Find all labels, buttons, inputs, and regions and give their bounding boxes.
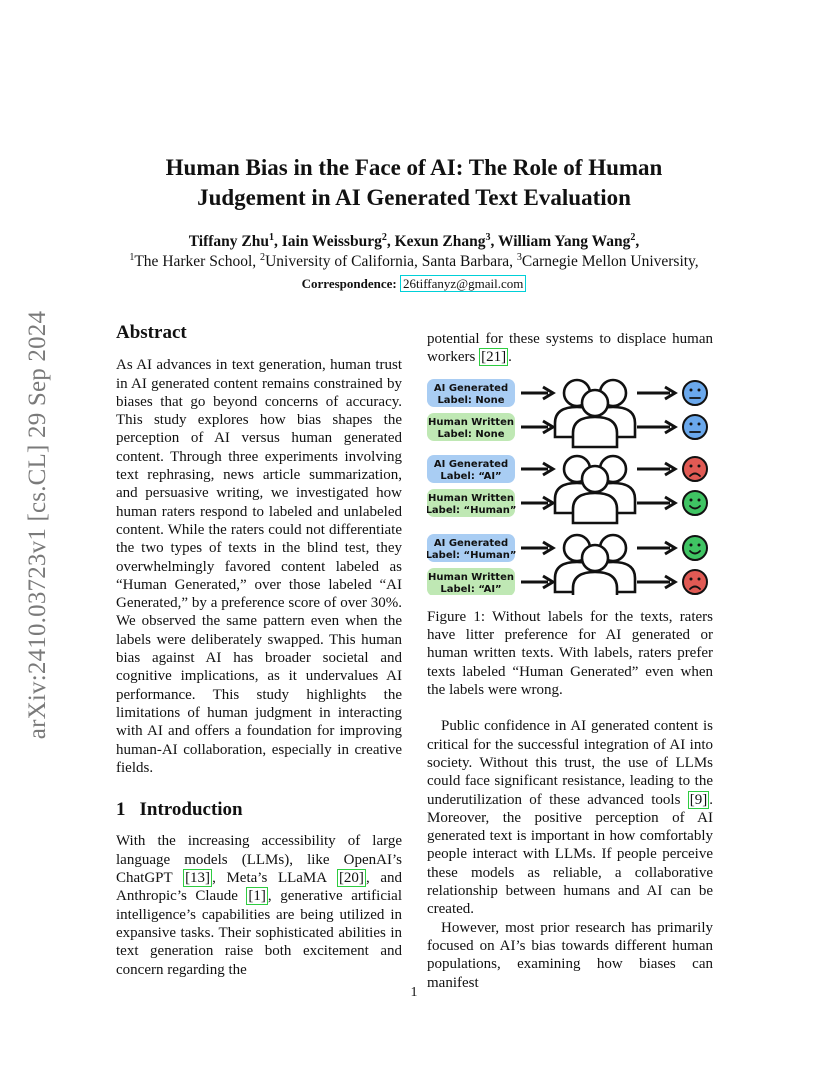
arrow-icon <box>637 421 675 433</box>
email-link[interactable]: 26tiffanyz@gmail.com <box>400 275 526 292</box>
sad-face-icon <box>683 457 707 481</box>
label-line: Label: “Human” <box>427 549 517 561</box>
arrow-icon <box>521 421 553 433</box>
label-line: Human Written <box>428 492 514 504</box>
person-head <box>582 545 608 571</box>
face-eye <box>698 464 701 467</box>
text-run: Public confidence in AI generated content is critical for the successful integration of AI into society. Without this trust, the use of LLMs could face significant resistance, leading to the underutilization of these advanced tools <box>427 718 713 808</box>
face-eye <box>698 498 701 501</box>
affiliation: The Harker School, <box>134 253 261 270</box>
face-circle <box>683 415 707 439</box>
text-run: . Moreover, the positive perception of AI generated text is important in how comfortably people interact with LLMs. If people perceive these models as reliable, a collaborative relationship between humans and AI can be created. <box>427 791 713 918</box>
affiliation: Carnegie Mellon University, <box>521 253 699 270</box>
figure-row-group <box>427 534 707 595</box>
text-run: potential for these systems to displace human workers <box>427 331 713 366</box>
title-line-2: Judgement in AI Generated Text Evaluation <box>197 185 631 210</box>
citation-link[interactable]: [1] <box>248 888 266 905</box>
affiliation-mark: 2 <box>381 231 387 243</box>
affiliation-mark: 3 <box>485 231 491 243</box>
arrow-icon <box>521 463 553 475</box>
face-eye <box>690 577 693 580</box>
neutral-face-icon <box>683 381 707 405</box>
arrow-icon <box>637 542 675 554</box>
citation-link[interactable]: [13] <box>185 870 211 887</box>
face-eye <box>698 388 701 391</box>
sad-face-icon <box>683 570 707 594</box>
face-eye <box>690 543 693 546</box>
arrow-icon <box>521 542 553 554</box>
intro-paragraph <box>116 832 402 978</box>
label-line: Label: “AI” <box>440 583 502 595</box>
text-run: , and Anthropic’s Claude <box>116 870 402 905</box>
face-eye <box>690 388 693 391</box>
correspondence <box>100 274 728 294</box>
face-circle <box>683 570 707 594</box>
label-line: Label: “Human” <box>427 504 517 516</box>
happy-face-icon <box>683 491 707 515</box>
left-column <box>116 324 402 979</box>
citation-link[interactable]: [20] <box>338 870 364 887</box>
citation-link[interactable]: [21] <box>481 349 507 366</box>
intro-heading <box>116 801 402 819</box>
title-line-1: Human Bias in the Face of AI: The Role of Human <box>165 155 663 180</box>
neutral-face-icon <box>683 415 707 439</box>
face-eye <box>690 422 693 425</box>
citation-link[interactable]: [9] <box>689 791 708 808</box>
happy-face-icon <box>683 536 707 560</box>
face-eye <box>698 577 701 580</box>
person-body <box>573 572 617 595</box>
arrow-icon <box>637 497 675 509</box>
label-line: Label: “AI” <box>440 470 502 482</box>
figure-caption: Figure 1: Without labels for the texts, raters have litter preference for AI generated or human written texts. With labels, raters prefer texts labeled “Human Generated” even when the labels were wrong. <box>427 608 713 699</box>
section-title: Introduction <box>139 799 243 821</box>
arxiv-sidebar-stamp <box>24 290 52 760</box>
face-circle <box>683 491 707 515</box>
figure-1 <box>427 377 713 595</box>
face-eye <box>690 464 693 467</box>
body-paragraph <box>427 717 713 918</box>
affiliation-mark: 3 <box>516 251 522 263</box>
arrow-icon <box>521 497 553 509</box>
person-body <box>573 417 617 447</box>
face-eye <box>698 543 701 546</box>
face-eye <box>698 422 701 425</box>
person-head <box>582 466 608 492</box>
label-line: Human Written <box>428 416 514 428</box>
label-line: Human Written <box>428 571 514 583</box>
abstract-text: As AI advances in text generation, human trust in AI generated content remains constrained by biases that go beyond concerns of accuracy. This study explores how bias shapes the perception of AI versus human generated content. Through three experiments involving text rephrasing, news article summarization, and persuasive writing, we investigated how human raters respond to labeled and unlabeled content. While the raters could not differentiate the two types of texts in the blind test, they overwhelmingly favored content labeled as “Human Generated,” over those labeled “AI Generated,” by a preference score of over 30%. We observed the same pattern even when the labels were deliberately swapped. This human bias against AI has broader societal and cognitive implications, as it undervalues AI performance. This study highlights the limitations of human judgment in interacting with AI and offers a foundation for improving human-AI collaboration, especially in creative fields. <box>116 357 402 776</box>
person-head <box>582 390 608 416</box>
correspondence-label: Correspondence: <box>301 276 397 291</box>
face-circle <box>683 457 707 481</box>
affiliation-mark: 1 <box>129 251 135 263</box>
arrow-icon <box>637 463 675 475</box>
face-eye <box>690 498 693 501</box>
affiliation-mark: 2 <box>630 231 636 243</box>
affiliations <box>100 252 728 272</box>
arxiv-id: arXiv:2410.03723v1 [cs.CL] 29 Sep 2024 <box>24 310 51 740</box>
affiliation-mark: 2 <box>260 251 266 263</box>
face-circle <box>683 381 707 405</box>
figure-row-group <box>427 455 707 523</box>
section-number: 1 <box>116 799 126 821</box>
author-name: William Yang Wang <box>498 233 631 250</box>
label-line: AI Generated <box>433 382 509 394</box>
author-names: Tiffany Zhu$^1$, Iain Weissburg$^2$, Kexun Zhang$^3$, William Yang Wang$^2$, <box>188 231 640 250</box>
affiliation: University of California, Santa Barbara, <box>265 253 517 270</box>
text-run: , Meta’s LLaMA <box>212 870 337 887</box>
author-block <box>100 232 728 294</box>
label-line: AI Generated <box>433 458 509 470</box>
arrow-icon <box>521 576 553 588</box>
affiliation-mark: 1 <box>268 231 274 243</box>
author-name: Tiffany Zhu <box>188 233 269 250</box>
author-name: Iain Weissburg <box>281 233 382 250</box>
paper-title <box>115 153 713 213</box>
page-number: 1 <box>410 985 418 1000</box>
right-column <box>427 330 713 992</box>
face-circle <box>683 536 707 560</box>
continued-paragraph <box>427 330 713 367</box>
arrow-icon <box>637 576 675 588</box>
label-line: Label: None <box>437 428 505 440</box>
text-run: With the increasing accessibility of large language models (LLMs), like OpenAI’s ChatGPT <box>116 833 402 887</box>
body-paragraph: However, most prior research has primarily focused on AI’s bias towards different human populations, examining how biases can manifest <box>427 919 713 991</box>
figure-row-group <box>427 379 707 447</box>
text-run: , generative artificial intelligence’s capabilities are being utilized in expansive tasks. Their sophisticated abilities in text generation raise both excitement and concern regarding the <box>116 888 402 978</box>
text-run: . <box>508 349 512 366</box>
abstract-heading: Abstract <box>116 322 187 343</box>
label-line: Label: None <box>437 394 505 406</box>
arrow-icon <box>637 387 675 399</box>
person-body <box>573 493 617 523</box>
author-name: Kexun Zhang <box>394 233 486 250</box>
label-line: AI Generated <box>433 537 509 549</box>
arrow-icon <box>521 387 553 399</box>
